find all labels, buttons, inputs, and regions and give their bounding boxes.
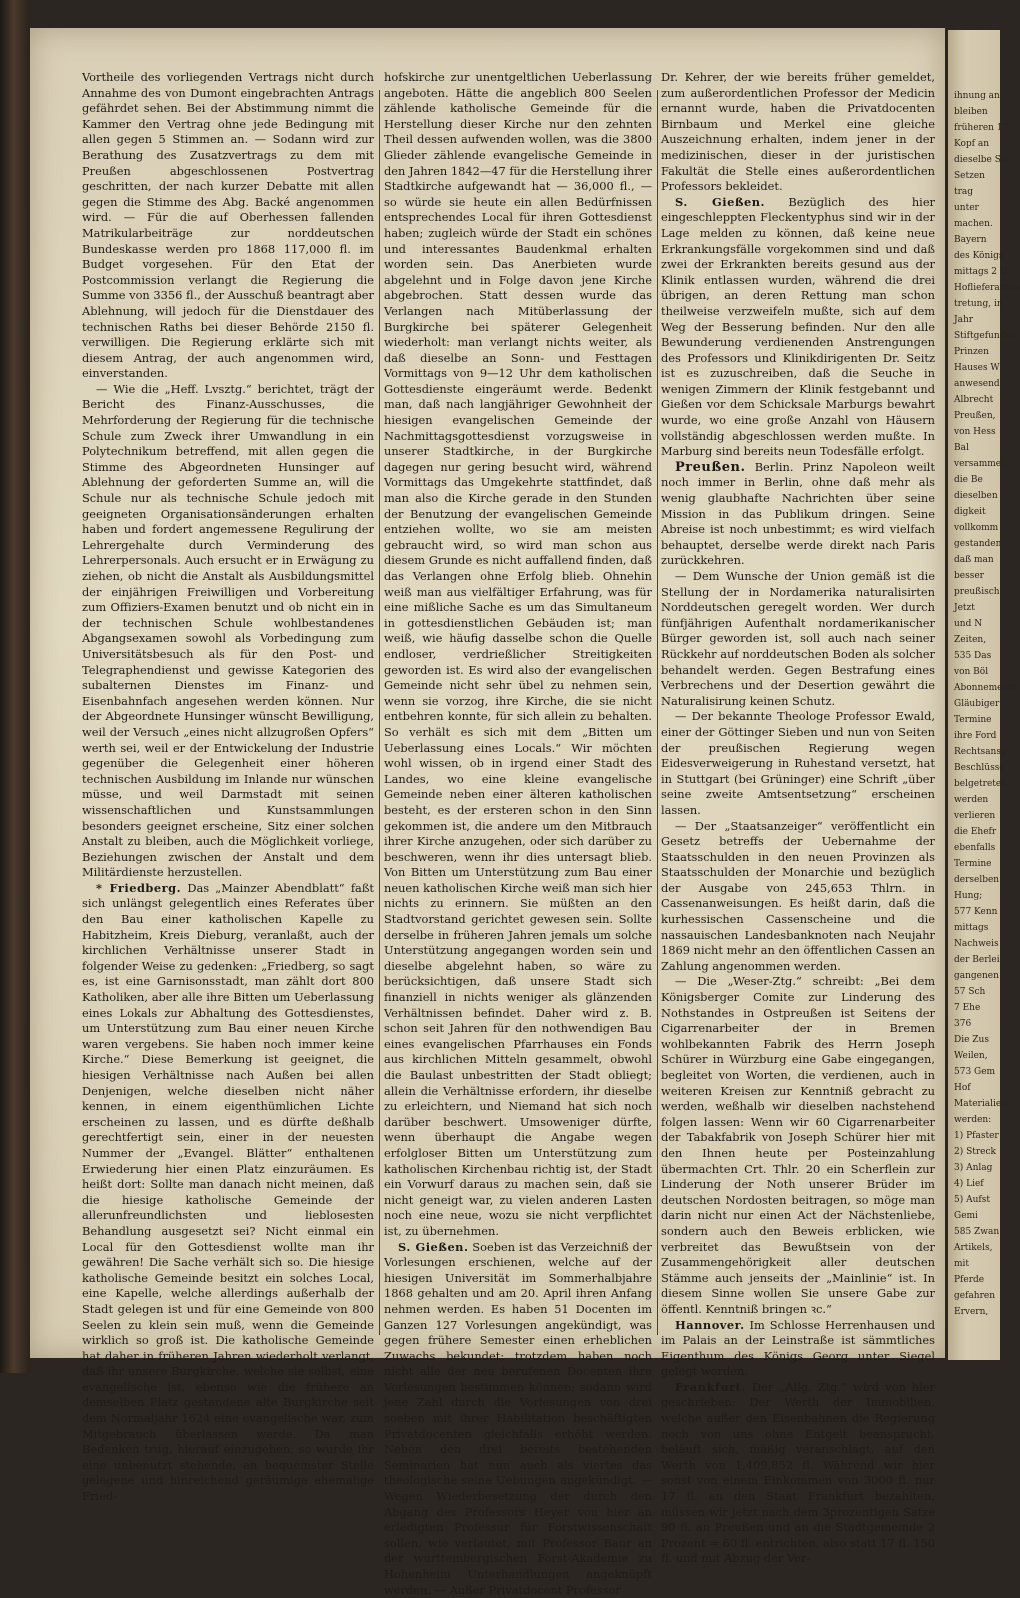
article-text: — Der „Staatsanzeiger“ veröffentlicht ein Gesetz betreffs der Uebernahme der Staatsschulden in den neuen Provinzen als Staatsschulden der Monarchie und bezüglich der Ausgabe von 245,653 Thlrn. in Cassenanweisungen. Es heißt darin, daß die kurhessischen Cassenscheine und die nassauischen Landesbanknoten nach Neujahr 1869 nicht mehr an den öffentlichen Cassen an Zahlung angenommen werden. [661, 818, 935, 973]
adjacent-page-fragment: unter [954, 203, 979, 213]
article-paragraph [661, 195, 935, 460]
article-paragraph [661, 460, 935, 569]
adjacent-page-fragment: Nachweis [954, 939, 999, 949]
adjacent-page-fragment: Hauses W [954, 363, 1000, 373]
adjacent-page-fragment: Termine [954, 859, 992, 869]
adjacent-page-fragment: derselben [954, 875, 1000, 885]
adjacent-page-fragment: Jetzt [954, 603, 975, 613]
dateline: Hannover. [675, 1317, 745, 1332]
adjacent-page-fragment: 7 Ehe [954, 1003, 981, 1013]
article-paragraph [661, 1318, 935, 1380]
adjacent-page-fragment: Beschlüsse [954, 763, 1005, 773]
column-rule [379, 90, 380, 1335]
dateline: S. Gießen. [675, 194, 765, 209]
adjacent-page-fragment: ihnung an [954, 91, 1000, 101]
adjacent-page-fragment: werden: [954, 1115, 992, 1125]
article-text: Der „Allg. Ztg.“ wird von hier geschrieben: Der Werth der Immobilien, welche außer den Eisenbahnen die Regierung noch von uns ohne Entgelt beansprucht, beläuft sich, mäßig veranschlagt, auf den Werth von 1,409,852 fl. Während wir hier sonst von einem Einkommen von 3000 fl. nur 17 fl. an den Staat Frankfurt bezahlten, müssen wir jetzt nach dem 3prozentigen Satze 90 fl. an Preußen und an die Stadtgemeinde 2 Prozent = 60 fl. entrichten, also statt 17 fl. 150 fl. und mit Abzug der Ver- [661, 1379, 935, 1566]
adjacent-page-fragment: 57 Sch [954, 987, 986, 997]
adjacent-page-fragment: 577 Kenn [954, 907, 998, 917]
dateline: Frankfurt. [675, 1379, 746, 1394]
adjacent-page-fragment: 535 Das [954, 651, 992, 661]
adjacent-page-fragment: Albrecht [954, 395, 994, 405]
book-binding [0, 0, 30, 1373]
adjacent-page-fragment: von Hess [954, 427, 996, 437]
adjacent-page-fragment: von Böl [954, 667, 989, 677]
section-heading: Preußen. [675, 459, 746, 475]
adjacent-page-fragment: früheren 17 [954, 123, 1009, 133]
adjacent-page-fragment: Abonnements [954, 683, 1017, 693]
adjacent-page-fragment: preußisch [954, 587, 1000, 597]
adjacent-page-fragment: machen. [954, 219, 993, 229]
article-text: Im Schlosse Herrenhausen und im Palais an der Leinstraße ist sämmtliches Eigenthum des Königs Georg unter Siegel gelegt worden. [661, 1317, 935, 1379]
adjacent-page-fragment: 4) Lief [954, 1179, 984, 1189]
adjacent-page-fragment: Setzen [954, 171, 985, 181]
adjacent-page-fragment: gestanden [954, 539, 1002, 549]
adjacent-page-fragment: Hof [954, 1083, 971, 1093]
article-text: Das „Mainzer Abendblatt“ faßt sich unlängst gelegentlich eines Referates über den Bau einer katholischen Kapelle zu Habitzheim, Kreis Dieburg, veranlaßt, auch der kirchlichen Verhältnisse unserer Stadt in folgender Weise zu gedenken: „Friedberg, so sagt es, ist eine Garnisonsstadt, man zählt dort 800 Katholiken, aber alle ihre Bitten um Ueberlassung eines Lokals zur Abhaltung des Gottesdienstes, um Unterstützung zum Bau einer neuen Kirche waren vergebens. Sie haben noch immer keine Kirche.“ Diese Bemerkung ist geeignet, die hiesigen Verhältnisse nach Außen bei allen Denjenigen, welche dieselben nicht näher kennen, in einem eigenthümlichen Lichte erscheinen zu lassen, und es dürfte deßhalb gerechtfertigt sein, einer in der neuesten Nummer der „Evangel. Blätter“ enthaltenen Erwiederung hier einen Platz einzuräumen. Es heißt dort: Sollte man danach nicht meinen, daß die hiesige katholische Gemeinde der allerunfreundlichsten und lieblosesten Behandlung ausgesetzt sei? Nicht einmal ein Local für den Gottesdienst wollte man ihr gewähren! Die Sache verhält sich so. Die hiesige katholische Gemeinde besitzt ein solches Local, eine Kapelle, welche allerdings außerhalb der Stadt gelegen ist und für eine Gemeinde von 800 Seelen zu klein sein muß, wenn die Gemeinde wirklich so groß ist. Die katholische Gemeinde hat daher in früheren Jahren wiederholt verlangt, daß ihr unsere Burgkirche, welche sie selbst, eine evangelische ist, ebenso wie die frühere an demselben Platz gestandene alte Burgkirche seit dem Normaljahr 1624 eine evangelische war, zum Mitgebrauch überlassen werde. Da man Bedenken trug, hierauf einzugehen, so wurde ihr eine unbenutzt stehende, an bequemster Stelle gelegene und hinreichend geräumige ehemalige Fried- [82, 880, 375, 1504]
adjacent-page-fragment: Termine [954, 715, 992, 725]
column-1 [82, 70, 375, 1504]
article-text: — Dem Wunsche der Union gemäß ist die Stellung der in Nordamerika naturalisirten Norddeutschen geregelt worden. Wer durch fünfjährigen Aufenthalt nordamerikanischer Bürger geworden ist, soll auch nach seiner Rückkehr auf norddeutschen Boden als solcher behandelt werden. Gegen Bestrafung eines Verbrechens und der Desertion gewährt die Naturalisirung keinen Schutz. [661, 569, 935, 708]
column-rule [657, 90, 658, 1335]
article-text: Bezüglich des hier eingeschleppten Fleckentyphus sind wir in der Lage melden zu können, daß keine neue Erkrankungsfälle vorgekommen sind und daß zwei der Erkrankten bereits gesund aus der Klinik entlassen wurden, während die drei übrigen, an deren Rettung man schon theilweise verzweifeln mußte, sich auf dem Weg der Besserung befinden. Nur den alle Bewunderung verdienenden Anstrengungen des Professors und Klinikdirigenten Dr. Seitz ist es zuzuschreiben, daß die Seuche in wenigen Zimmern der Klinik festgebannt und Gießen vor dem Schicksale Marburgs bewahrt wurde, wo eine große Anzahl von Häusern vollständig abgeschlossen werden mußte. In Marburg sind bereits neun Todesfälle erfolgt. [661, 194, 936, 459]
adjacent-page-fragment: Zeiten, [954, 635, 987, 645]
adjacent-page-fragment: 376 [954, 1019, 972, 1029]
adjacent-page-fragment: 573 Gem [954, 1067, 996, 1077]
adjacent-page-fragment: trag [954, 187, 974, 197]
dateline: * Friedberg. [96, 880, 182, 895]
adjacent-page-fragment: Gemi [954, 1211, 978, 1221]
adjacent-page-fragment: dieselben [954, 491, 998, 501]
adjacent-page-fragment: 3) Anlag [954, 1163, 993, 1173]
adjacent-page-fragment: mit [954, 1259, 970, 1269]
adjacent-page-fragment: Materialien [954, 1099, 1007, 1109]
adjacent-page-fragment: der Berlei [954, 955, 1000, 965]
adjacent-page-fragment: Die Zus [954, 1035, 989, 1045]
adjacent-page-fragment: 1) Pfaster [954, 1131, 999, 1141]
adjacent-page-edge [948, 30, 1020, 1360]
adjacent-page-fragment: besser [954, 571, 984, 581]
adjacent-page-fragment: Kopf an [954, 139, 990, 149]
adjacent-page-fragment: 2) Streck [954, 1147, 997, 1157]
adjacent-page-fragment: versammel [954, 459, 1004, 469]
adjacent-page-fragment: mittags [954, 923, 989, 933]
article-text: — Die „Weser-Ztg.“ schreibt: „Bei dem Königsberger Comite zur Linderung des Nothstandes in Ostpreußen ist Seitens der Cigarrenarbeiter der in Bremen wohlbekannten Fabrik des Herrn Joseph Schürer in Würzburg eine Gabe eingegangen, begleitet von Worten, die verdienen, auch in weiteren Kreisen zur Kenntniß gebracht zu werden, weßhalb wir dieselben nachstehend folgen lassen: Wenn wir 60 Cigarrenarbeiter der Tabakfabrik von Joseph Schürer hier mit den Ihnen heute per Posteinzahlung übermachten Crt. Thlr. 20 ein Scherflein zur Linderung der Noth unserer Brüder im deutschen Nordosten beitragen, so möge man darin nicht nur einen Act der Nächstenliebe, sondern auch den Beweis erblicken, wie verbreitet das Bewußtsein von der Zusammengehörigkeit aller deutschen Stämme auch jenseits der „Mainlinie“ ist. In diesem Sinne wollen Sie unsere Gabe zur öffentl. Kenntniß bringen ꝛc.“ [661, 974, 935, 1316]
article-text: Soeben ist das Verzeichniß der Vorlesungen erschienen, welche auf der hiesigen Universität im Sommerhalbjahre 1868 gehalten und am 20. April ihren Anfang nehmen werden. Es haben 51 Docenten im Ganzen 127 Vorlesungen angekündigt, was gegen frühere Semester einen erheblichen Zuwachs bekundet; trotzdem haben noch nicht alle der neu berufenen Docenten ihre Vorlesungen bestimmen können; sodann wird jene Zahl durch die Vorlesungen von drei soeben mit ihrer Habilitation beschäftigten Privatdocenten gleichfalls erhöht werden. Neben den drei bereits bestehenden Seminarien hat nun auch als viertes das theologische seine Uebungen angekündigt. — Wegen Wiederbesetzung der durch den Abgang des Professors Heyer von hier an erledigten Professur für Forstwissenschaft sollen, wie verlautet, mit Professor Baur an der württembergischen Forst-Akademie zu Hohenheim Unterhandlungen angeknüpft werden. — Außer Privatdocent Professor [384, 1239, 653, 1597]
article-text: Berlin. Prinz Napoleon weilt noch immer in Berlin, ohne daß mehr als wenig glaubhafte Nachrichten über seine Mission in das Publikum dringen. Seine Abreise ist noch unbestimmt; es wird vielfach behauptet, derselbe werde direkt nach Paris zurückkehren. [661, 459, 936, 568]
adjacent-page-fragment: 585 Zwan [954, 1227, 1000, 1237]
article-text: Vortheile des vorliegenden Vertrags nicht durch Annahme des von Dumont eingebrachten Antrags gefährdet sehen. Bei der Abstimmung nimmt die Kammer den Vertrag ohne jede Bedingung mit allen gegen 5 Stimmen an. — Sodann wird zur Berathung des Zusatzvertrags zu dem mit Preußen abgeschlossenen Postvertrag geschritten, der nach kurzer Debatte mit allen gegen die Stimme des Abg. Backé angenommen wird. — Für die auf Oberhessen fallenden Matrikularbeiträge zur norddeutschen Bundeskasse werden pro 1868 117,000 fl. im Budget vorgesehen. Für den Etat der Postcommission verlangt die Regierung die Summe von 3356 fl., der Ausschuß beantragt aber Ablehnung, will jedoch für die Dienstdauer des technischen Raths bei dieser Behörde 2150 fl. verwilligen. Die Regierung erklärte sich mit diesem Antrag, der auch angenommen wird, einverstanden. [82, 70, 374, 381]
adjacent-page-fragment: Artikels, [954, 1243, 993, 1253]
adjacent-page-fragment: Jahr [954, 315, 974, 325]
adjacent-page-fragment: gefahren [954, 1291, 996, 1301]
adjacent-page-fragment: gangenen [954, 971, 999, 981]
column-2 [384, 70, 653, 1597]
adjacent-page-fragment: des Königs [954, 251, 1004, 261]
adjacent-page-fragment: Rechtsansp [954, 747, 1007, 757]
adjacent-page-fragment: die Be [954, 475, 983, 485]
adjacent-page-fragment: und N [954, 619, 983, 629]
adjacent-page-fragment: belgetretes [954, 779, 1006, 789]
article-text: Dr. Kehrer, der wie bereits früher gemeldet, zum außerordentlichen Professor der Medicin ernannt wurde, haben die Privatdocenten Birnbaum und Merkel eine gleiche Auszeichnung erhalten, indem jener in der medizinischen, dieser in der juristischen Fakultät die Stelle eines außerordentlichen Professors bekleidet. [661, 70, 935, 194]
adjacent-page-fragment: tretung, in [954, 299, 1003, 309]
adjacent-page-fragment: Bal [954, 443, 969, 453]
adjacent-page-fragment: ihre Ford [954, 731, 997, 741]
adjacent-page-fragment: Stiftgefunden [954, 331, 1017, 341]
adjacent-page-fragment: die Ehefr [954, 827, 997, 837]
adjacent-page-fragment: mittags 2 U [954, 267, 1008, 277]
adjacent-page-fragment: bleiben [954, 107, 988, 117]
adjacent-page-fragment: Ervern, [954, 1307, 989, 1317]
adjacent-page-fragment: anwesend [954, 379, 1000, 389]
article-paragraph [82, 881, 374, 1505]
article-paragraph [661, 1380, 935, 1567]
adjacent-page-fragment: Preußen, [954, 411, 996, 421]
adjacent-page-fragment: werden [954, 795, 989, 805]
adjacent-page-fragment: ebenfalls [954, 843, 996, 853]
column-3 [661, 70, 936, 1566]
adjacent-page-fragment: 5) Aufst [954, 1195, 990, 1205]
article-text: — Der bekannte Theologe Professor Ewald, einer der Göttinger Sieben und nun von Seiten der preußischen Regierung wegen Eidesverweigerung in Ruhestand versetzt, hat in Stuttgart (bei Grüninger) eine Schrift „über seine zweite Amtsentsetzung“ erscheinen lassen. [661, 709, 935, 817]
adjacent-page-fragment: dieselbe Sie [954, 155, 1010, 165]
adjacent-page-fragment: Prinzen [954, 347, 989, 357]
adjacent-page-fragment: verlieren [954, 811, 996, 821]
adjacent-page-fragment: daß man [954, 555, 994, 565]
article-paragraph [384, 1240, 652, 1598]
adjacent-page-fragment: Hoflieferanten [954, 283, 1020, 293]
adjacent-page-fragment: Pferde [954, 1275, 985, 1285]
adjacent-page-fragment: Bayern [954, 235, 987, 245]
adjacent-page-fragment: Hung; [954, 891, 983, 901]
adjacent-page-fragment: digkeit [954, 507, 986, 517]
adjacent-page-fragment: Weilen, [954, 1051, 988, 1061]
dateline: S. Gießen. [398, 1239, 469, 1254]
adjacent-page-fragment: vollkomm [954, 523, 999, 533]
adjacent-page-fragment: Gläubiger [954, 699, 1000, 709]
article-text: — Wie die „Heff. Lvsztg.“ berichtet, trägt der Bericht des Finanz-Ausschusses, die Mehrforderung der Regierung für die technische Schule zum Zweck ihrer Umwandlung in ein Polytechnikum betreffend, mit allen gegen die Stimme des Abgeordneten Hunsinger auf Ablehnung der geforderten Summe an, will die Schule nur als technische Schule jedoch mit geeigneten Organisationsänderungen erhalten haben und fordert angemessene Regulirung der Lehrergehalte durch Verminderung des Lehrerpersonals. Auch ersucht er in Erwägung zu ziehen, ob nicht die Anstalt als Ausbildungsmittel der einjährigen Freiwilligen und Vorbereitung zum Offiziers-Examen benutzt und ob nicht ein in der technischen Schule wohlbestandenes Abgangsexamen sowohl als Vorbedingung zum Universitätsbesuch als für den Post- und Telegraphendienst und gewisse Kategorien des subalternen Dienstes im Finanz- und Eisenbahnfach angesehen werden können. Nur der Abgeordnete Hunsinger wünscht Bewilligung, weil der Versuch „eines nicht allzugroßen Opfers“ werth sei, weil er der Entwickelung der Industrie gegenüber die Gelegenheit einer höheren technischen Ausbildung im Inlande nur wünschen müsse, und weil Darmstadt mit seinen wissenschaftlichen und Kunstsammlungen besonders geeignet erscheine, Sitz einer solchen Anstalt zu bleiben, auch die Möglichkeit vorliege, Beziehungen zwischen der Anstalt und dem Militärdienste herzustellen. [82, 381, 374, 880]
article-text: hofskirche zur unentgeltlichen Ueberlassung angeboten. Hätte die angeblich 800 Seelen zählende katholische Gemeinde für die Herstellung dieser Kirche nur den zehnten Theil dessen aufwenden wollen, was die 3800 Glieder zählende evangelische Gemeinde in den Jahren 1842—47 für die Herstellung ihrer Stadtkirche aufgewandt hat — 36,000 fl., — so würde sie heute ein allen Bedürfnissen entsprechendes Local für ihren Gottesdienst haben; zugleich würde der Stadt ein schönes und interessantes Baudenkmal erhalten worden sein. Das Anerbieten wurde abgelehnt und in Folge davon jene Kirche abgebrochen. Statt dessen wurde das Verlangen nach Mitüberlassung der Burgkirche bei späterer Gelegenheit wiederholt: man verlangt nichts weiter, als daß dieselbe an Sonn- und Festtagen Vormittags von 9—12 Uhr dem katholischen Gottesdienste eingeräumt werde. Bedenkt man, daß nach langjähriger Gewohnheit der hiesigen evangelischen Gemeinde der Nachmittagsgottesdienst vorzugsweise in unserer Stadtkirche, in der Burgkirche dagegen nur gering besucht wird, während Vormittags das Umgekehrte stattfindet, daß man also die Kirche gerade in den Stunden der Benutzung der evangelischen Gemeinde entziehen wollte, wo sie am meisten gebraucht wird, so wird man schon aus diesem Grunde es nicht auffallend finden, daß das Verlangen ohne Erfolg blieb. Ohnehin weiß man aus vielfältiger Erfahrung, was für eine mißliche Sache es um das Simultaneum in gottesdienstlichen Gebäuden ist; man weiß, wie häufig dasselbe schon die Quelle endloser, verdrießlicher Streitigkeiten geworden ist. Es wird also der evangelischen Gemeinde nicht sehr übel zu nehmen sein, wenn sie vorzog, ihre Kirche, die sie nicht entbehren konnte, für sich allein zu behalten. So verhält es sich mit dem „Bitten um Ueberlassung eines Locals.“ Wir möchten wohl wissen, ob in irgend einer Stadt des Landes, wo eine kleine evangelische Gemeinde neben einer älteren katholischen besteht, es der ersteren schon in den Sinn gekommen ist, die andere um den Mitbrauch ihrer Kirche anzugehen, oder sich darüber zu beschweren, wenn ihr dies untersagt blieb. Von Bitten um Unterstützung zum Bau einer neuen katholischen Kirche weiß man sich hier nichts zu erinnern. Sie müßten an den Stadtvorstand gerichtet gewesen sein. Sollte derselbe in früheren Jahren jemals um solche Unterstützung angegangen worden sein und dieselbe abgelehnt haben, so wäre zu berücksichtigen, daß unsere Stadt sich finanziell in nichts weniger als glänzenden Verhältnissen befindet. Daher wird z. B. schon seit Jahren für den nothwendigen Bau eines evangelischen Pfarrhauses ein Fonds aus kirchlichen Mitteln gesammelt, obwohl die Baulast unbestritten der Stadt obliegt; allein die Verhältnisse erfordern, ihr dieselbe zu erleichtern, und Niemand hat sich noch darüber beschwert. Umsoweniger dürfte, wenn überhaupt die Angabe wegen erfolgloser Bitten um Unterstützung zum katholischen Kirchenbau richtig ist, der Stadt ein Vorwurf daraus zu machen sein, daß sie nicht geneigt war, zu vielen anderen Lasten noch eine neue, wozu sie nicht verpflichtet ist, zu übernehmen. [384, 70, 652, 1238]
